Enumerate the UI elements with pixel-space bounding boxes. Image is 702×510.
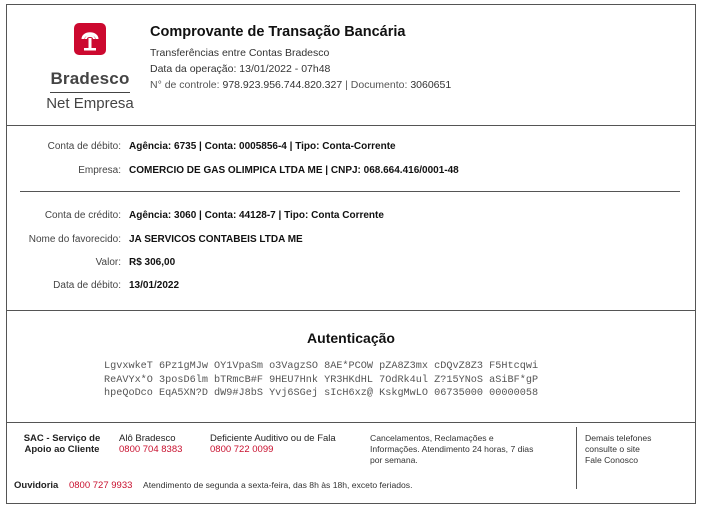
authentication-code [104,360,538,401]
credit-account-value: Agência: 3060 | Conta: 44128-7 | Tipo: Conta Corrente [129,210,384,221]
payee-label: Nome do favorecido: [28,234,121,245]
control-label: N° de controle: [150,79,220,91]
auth-line: LgvxwkeT 6Pz1gMJw OY1VpaSm o3VagzSO 8AE*PCOW pZA8Z3mx cDQvZ8Z3 F5Htcqwi [104,361,539,372]
ouvidoria-line [14,480,412,491]
company-value: COMERCIO DE GAS OLIMPICA LTDA ME | CNPJ: 068.664.416/0001-48 [129,165,459,176]
cancel-line: Informações. Atendimento 24 horas, 7 dias [370,444,534,454]
control-value: 978.923.956.744.820.327 [222,79,343,91]
ouvidoria-label: Ouvidoria [14,480,59,491]
deficiente-line [210,433,336,455]
cancelamentos-info [370,433,533,466]
payee-value: JA SERVICOS CONTABEIS LTDA ME [129,234,303,245]
logo-separator [50,92,130,93]
document-label: Documento: [350,79,408,91]
deficiente-phone: 0800 722 0099 [210,444,274,455]
footer-divider [6,422,696,423]
deficiente-label: Deficiente Auditivo ou de Fala [210,433,336,444]
debit-date-value: 13/01/2022 [129,280,180,291]
alo-bradesco [119,433,182,455]
sac-title-line: SAC - Serviço de [23,433,101,444]
auth-divider [6,310,696,311]
credit-account-label: Conta de crédito: [44,210,121,221]
auth-line: ReAVYx*O 3posD6lm bTRmcB#F 9HEU7Hnk YR3HKdHL 7OdRk4ul Z?15YNoS aSiBF*gP [104,374,539,386]
debit-date-label: Data de débito: [53,280,121,291]
operation-date: Data da operação: 13/01/2022 - 07h48 [150,63,331,75]
debit-account-value: Agência: 6735 | Conta: 0005856-4 | Tipo: Conta-Corrente [129,141,396,152]
other-line: Fale Conosco [585,455,639,465]
alo-phone: 0800 704 8383 [119,444,183,455]
bradesco-tree-icon [73,22,107,56]
debit-account-label: Conta de débito: [47,141,121,152]
cancel-line: Cancelamentos, Reclamações e [370,433,494,443]
amount-label: Valor: [95,257,121,268]
alo-label: Alô Bradesco [119,433,176,444]
auth-line: hpeQoDco EqA5XN?D dW9#J8bS Yvj6SGej sIcH6xz@ KskgMwLO 06735000 00000058 [104,388,539,399]
cancel-line: por semana. [370,455,418,465]
other-phones-info [585,433,651,466]
sac-title-line: Apoio ao Cliente [24,444,100,455]
company-label: Empresa: [78,165,121,176]
document-value: 3060651 [410,79,452,91]
other-line: consulte o site [585,444,640,454]
header-divider [6,125,696,126]
section-divider [20,191,680,192]
ouvidoria-phone: 0800 727 9933 [68,480,133,491]
doc-separator: | [345,79,348,91]
receipt-title: Comprovante de Transação Bancária [150,24,406,40]
receipt-subtitle: Transferências entre Contas Bradesco [150,47,330,59]
authentication-title: Autenticação [307,330,395,346]
amount-value: R$ 306,00 [129,257,176,268]
logo-brand: Bradesco [50,69,130,88]
receipt-header [150,24,451,93]
other-line: Demais telefones [585,433,652,443]
logo-subtitle: Net Empresa [46,95,134,112]
control-line [150,77,451,93]
ouvidoria-hours: Atendimento de segunda a sexta-feira, das 8h às 18h, exceto feriados. [143,480,413,490]
footer-vertical-divider [576,427,577,489]
sac-title [14,433,110,455]
bradesco-logo [40,22,140,112]
